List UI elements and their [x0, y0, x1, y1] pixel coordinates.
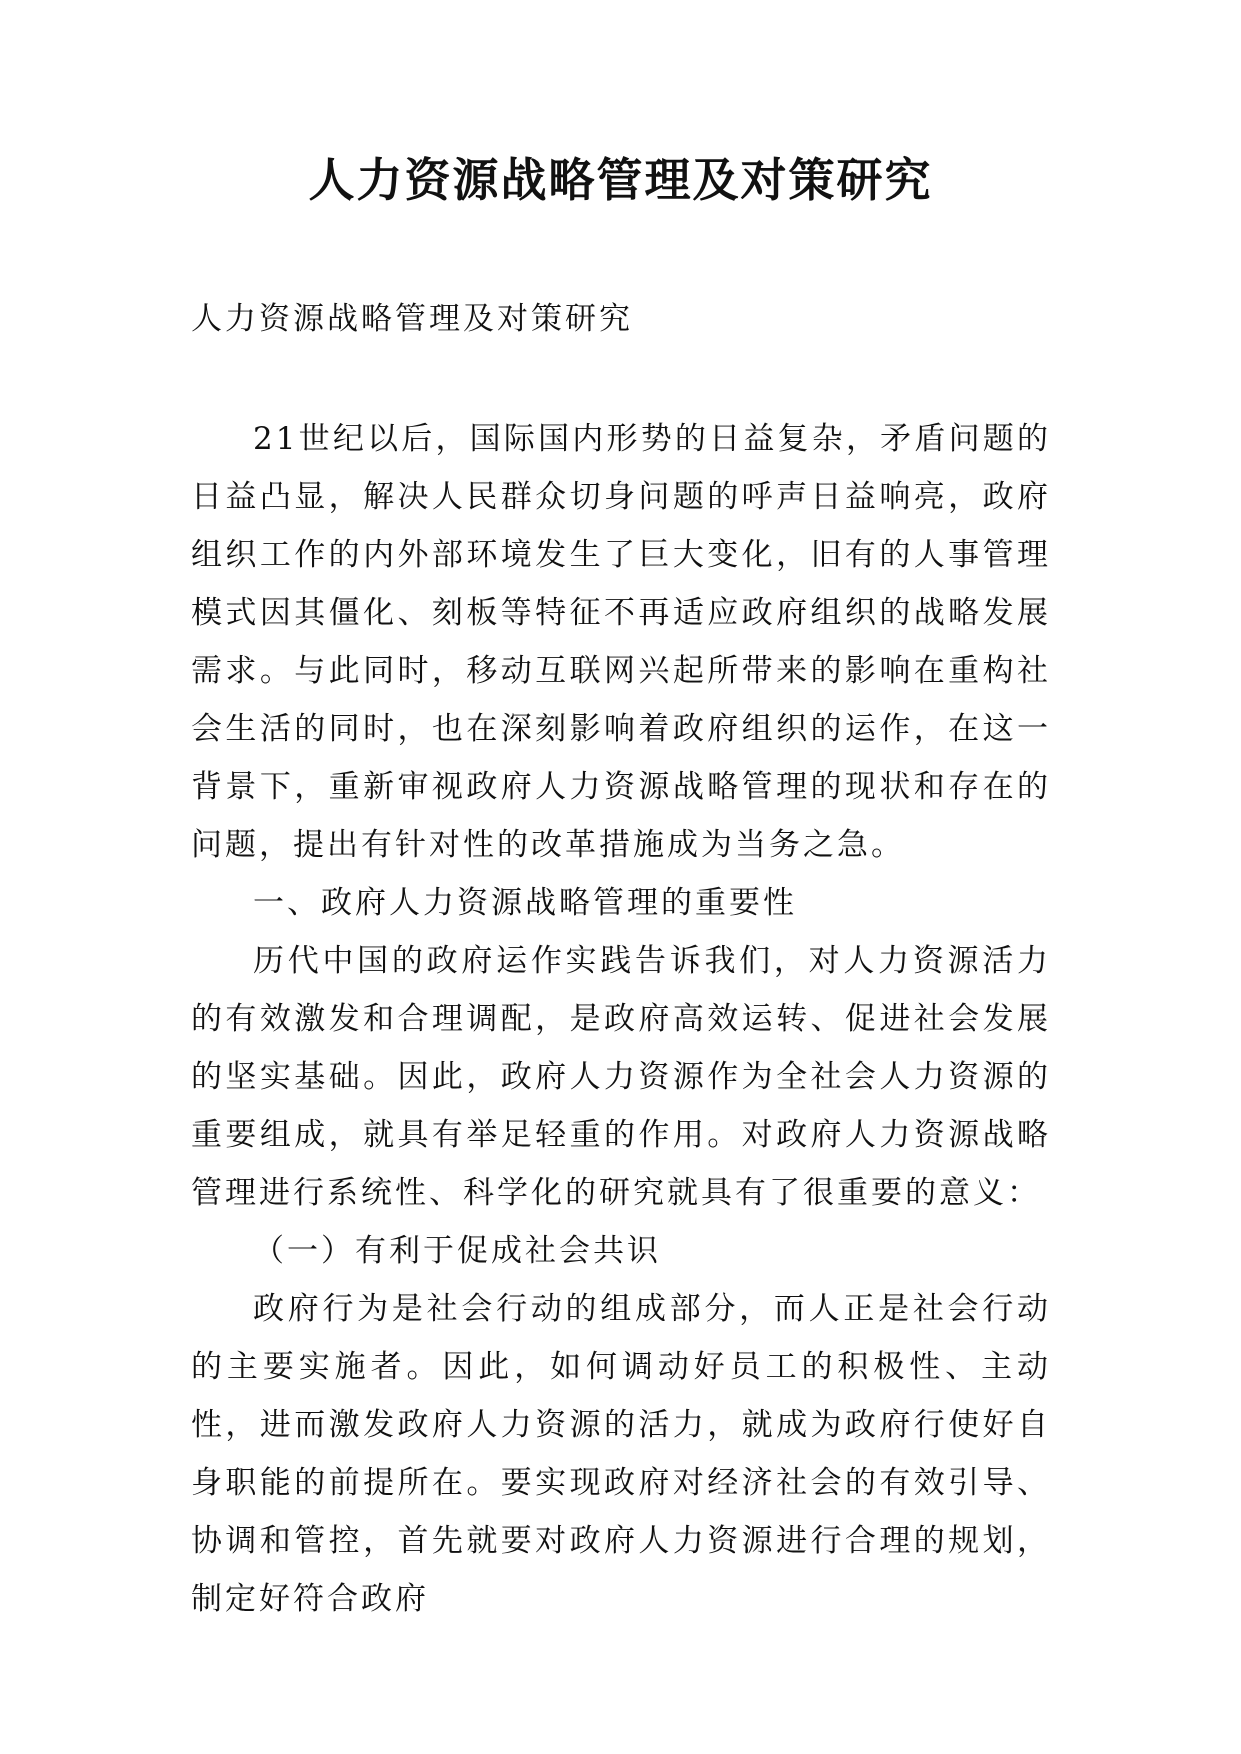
document-body [191, 290, 1051, 1628]
document-subtitle: 人力资源战略管理及对策研究 [191, 301, 633, 337]
paragraph-intro: 21世纪以后，国际国内形势的日益复杂，矛盾问题的日益凸显，解决人民群众切身问题的呼声日益响亮，政府组织工作的内外部环境发生了巨大变化，旧有的人事管理模式因其僵化、刻板等特征不再适应政府组织的战略发展需求。与此同时，移动互联网兴起所带来的影响在重构社会生活的同时，也在深刻影响着政府组织的运作，在这一背景下，重新审视政府人力资源战略管理的现状和存在的问题，提出有针对性的改革措施成为当务之急。 [191, 421, 1051, 863]
paragraph-consensus: 政府行为是社会行动的组成部分，而人正是社会行动的主要实施者。因此，如何调动好员工的积极性、主动性，进而激发政府人力资源的活力，就成为政府行使好自身职能的前提所在。要实现政府对经济社会的有效引导、协调和管控，首先就要对政府人力资源进行合理的规划，制定好符合政府 [191, 1291, 1051, 1617]
document-title: 人力资源战略管理及对策研究 [308, 153, 933, 207]
subsection-heading-consensus: （一）有利于促成社会共识 [253, 1233, 661, 1269]
paragraph-importance: 历代中国的政府运作实践告诉我们，对人力资源活力的有效激发和合理调配，是政府高效运转、促进社会发展的坚实基础。因此，政府人力资源作为全社会人力资源的重要组成，就具有举足轻重的作用。对政府人力资源战略管理进行系统性、科学化的研究就具有了很重要的意义： [191, 943, 1051, 1211]
section-heading-importance: 一、政府人力资源战略管理的重要性 [253, 885, 797, 921]
